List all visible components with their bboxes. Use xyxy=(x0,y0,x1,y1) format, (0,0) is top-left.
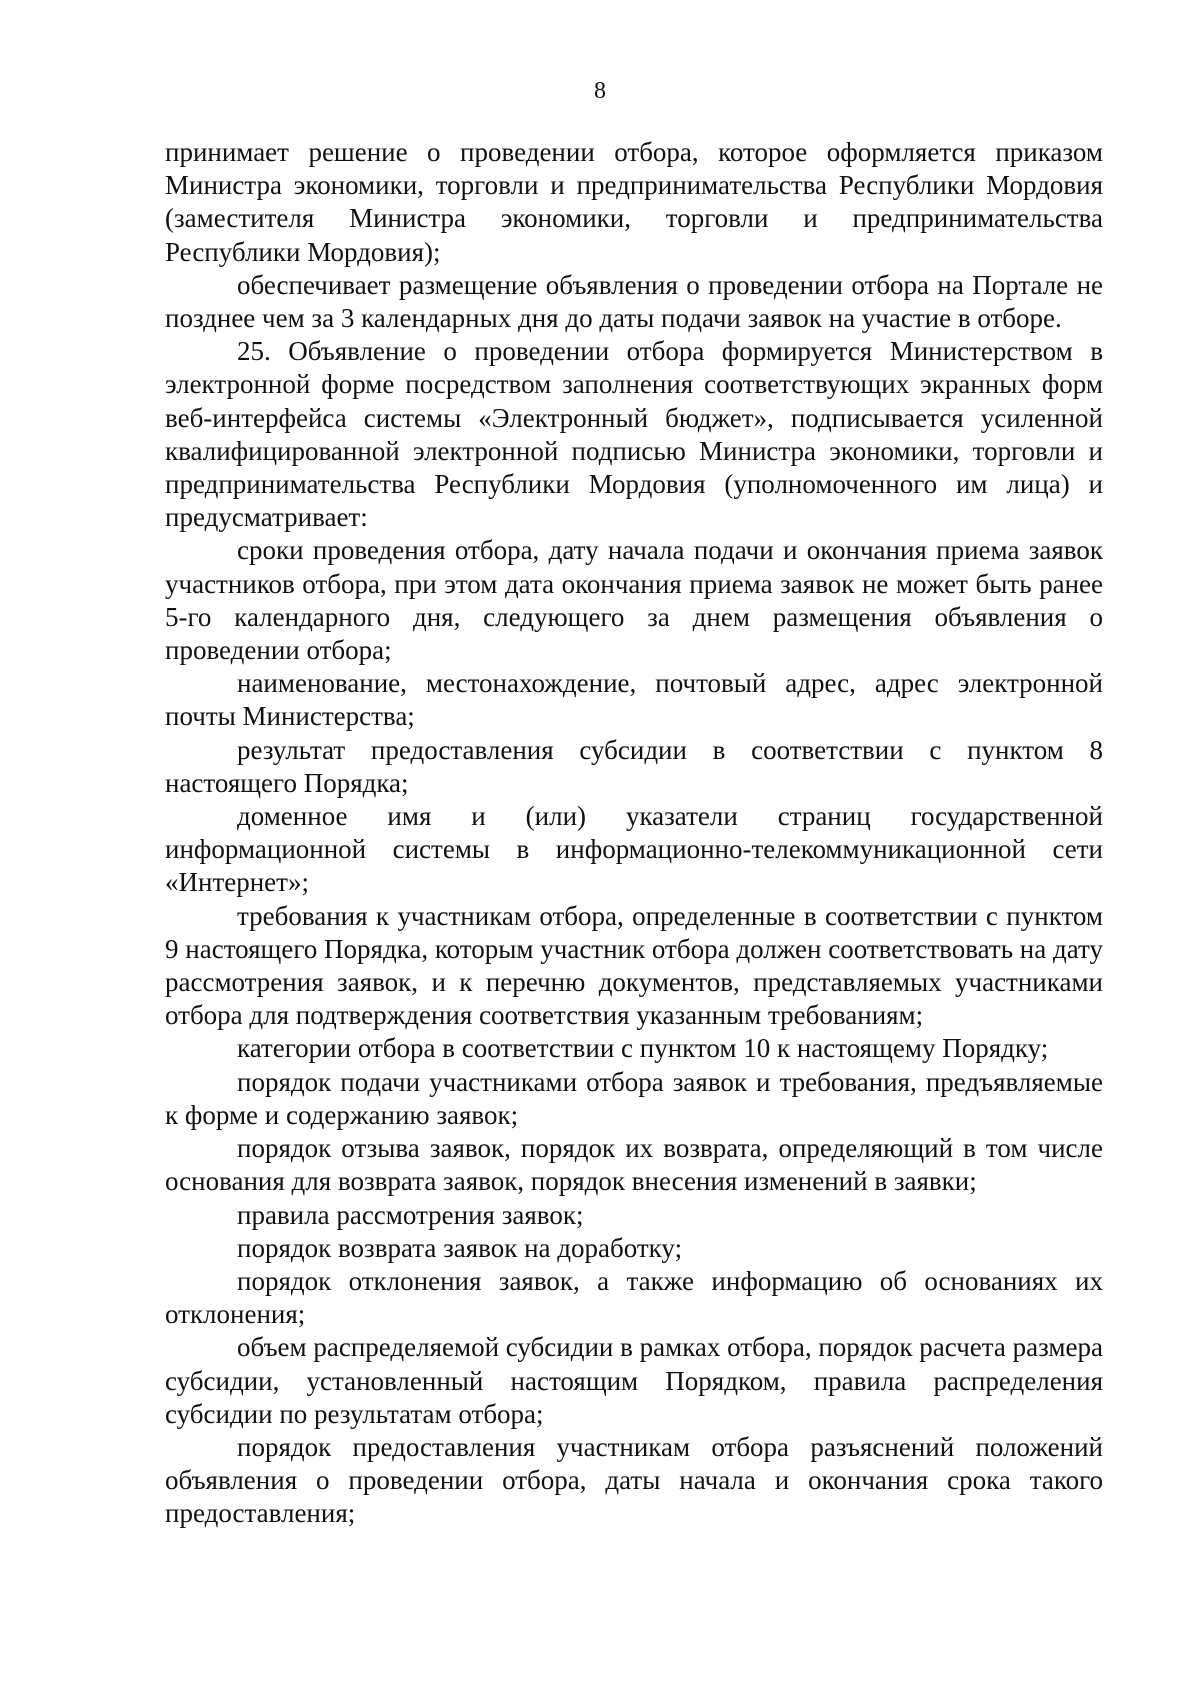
page-number: 8 xyxy=(594,78,606,104)
paragraph: принимает решение о проведении отбора, которое оформляется приказом Министра экономики, торговли и предпринимательства Республики Мордовия (заместителя Министра экономики, торговли и предпринимательства Республики Мордовия); xyxy=(165,137,1103,267)
list-item: результат предоставления субсидии в соответствии с пунктом 8 настоящего Порядка; xyxy=(165,734,1103,798)
list-item: порядок отзыва заявок, порядок их возврата, определяющий в том числе основания для возврата заявок, порядок внесения изменений в заявки; xyxy=(165,1133,1103,1197)
list-item: сроки проведения отбора, дату начала подачи и окончания приема заявок участников отбора, при этом дата окончания приема заявок не может быть ранее 5-го календарного дня, следующего за днем размещения объявления о проведении отбора; xyxy=(165,535,1103,666)
list-item: порядок подачи участниками отбора заявок и требования, предъявляемые к форме и содержанию заявок; xyxy=(165,1066,1103,1130)
paragraph: обеспечивает размещение объявления о проведении отбора на Портале не позднее чем за 3 календарных дня до даты подачи заявок на участие в отборе. xyxy=(165,269,1103,334)
list-item: доменное имя и (или) указатели страниц государственной информационной системы в информационно-телекоммуникационной сети «Интернет»; xyxy=(165,801,1103,898)
document-body xyxy=(165,136,1103,1531)
list-item: требования к участникам отбора, определенные в соответствии с пунктом 9 настоящего Порядка, которым участник отбора должен соответствовать на дату рассмотрения заявок, и к перечню документов, представляемых участниками отбора для подтверждения соответствия указанным требованиям; xyxy=(165,900,1103,1031)
list-item: порядок возврата заявок на доработку; xyxy=(237,1232,683,1263)
list-item: правила рассмотрения заявок; xyxy=(237,1199,584,1230)
list-item: наименование, местонахождение, почтовый адрес, адрес электронной почты Министерства; xyxy=(165,668,1103,732)
list-item: порядок отклонения заявок, а также информацию об основаниях их отклонения; xyxy=(165,1265,1103,1330)
list-item: объем распределяемой субсидии в рамках отбора, порядок расчета размера субсидии, установленный настоящим Порядком, правила распределения субсидии по результатам отбора; xyxy=(165,1332,1103,1429)
list-item: категории отбора в соответствии с пунктом 10 к настоящему Порядку; xyxy=(237,1033,1049,1064)
paragraph-item-25: 25. Объявление о проведении отбора формируется Министерством в электронной форме посредством заполнения соответствующих экранных форм веб-интерфейса системы «Электронный бюджет», подписывается усиленной квалифицированной электронной подписью Министра экономики, торговли и предпринимательства Республики Мордовия (уполномоченного им лица) и предусматривает: xyxy=(165,336,1103,533)
list-item: порядок предоставления участникам отбора разъяснений положений объявления о проведении отбора, даты начала и окончания срока такого предоставления; xyxy=(165,1431,1103,1529)
